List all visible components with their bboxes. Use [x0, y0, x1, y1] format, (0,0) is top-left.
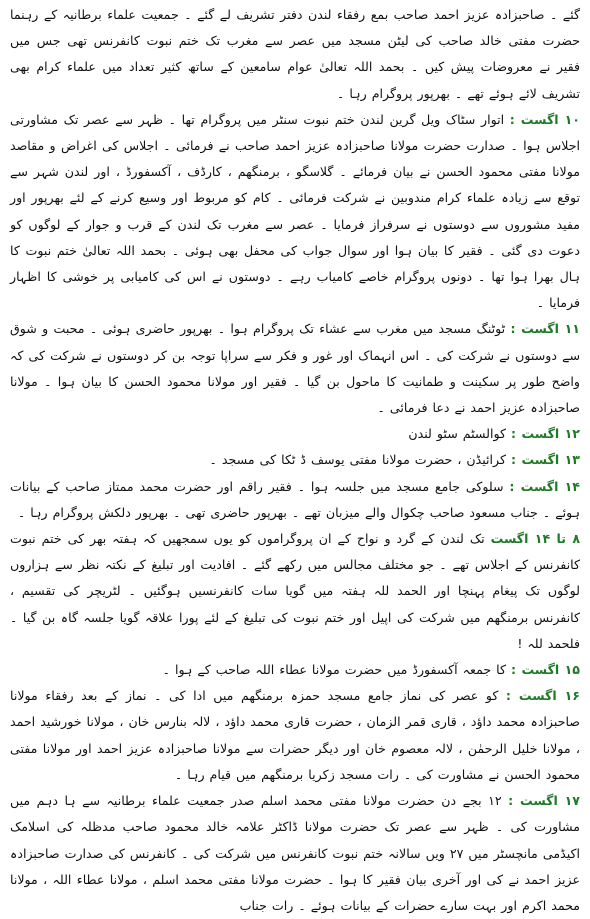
paragraph-aug-8-14 [10, 526, 580, 657]
entry-date: ۱۴ اگست : [509, 478, 580, 494]
paragraph-text: سلوکی جامع مسجد میں جلسہ ہوا ۔ فقیر راقم اور حضرت محمد ممتاز صاحب کے بیانات ہوئے ۔ جناب مسعود صاحب چکوال والے میزبان تھے ۔ بھرپور حاضری تھی ۔ بھرپور دلکش پروگرام رہا ۔ [10, 478, 580, 520]
entry-date: ۱۲ اگست : [511, 426, 580, 442]
paragraph-aug-15 [10, 657, 580, 683]
paragraph-text: اتوار سٹاک ویل گرین لندن ختم نبوت سنٹر میں پروگرام تھا ۔ ظہر سے عصر تک مشاورتی اجلاس ہوا ۔ صدارت حضرت مولانا صاحبزادہ عزیز احمد صاحب نے فرمائی ۔ اجلاس کی اغراض و مقاصد مولانا مفتی محمود الحسن نے بیان فرمائے ۔ گلاسگو ، برمنگھم ، کارڈف ، آکسفورڈ ، اور لندن شہر سے توقع سے زیادہ علماء کرام مندوبین نے شرکت فرمائی ۔ کام کو مربوط اور وسیع کرنے کے لئے بھرپور اور مفید مشوروں سے دوستوں نے سرفراز فرمایا ۔ عصر سے مغرب تک لندن کے قرب و جوار کے لوگوں کو دعوت دی گئی ۔ فقیر کا بیان ہوا اور سوال جواب کی محفل بھی ہوئی ۔ بحمد اللہ تعالیٰ ختم نبوت کا ہال بھرا ہوا تھا ۔ دونوں پروگرام خاصے کامیاب رہے ۔ دوستوں نے اس کی کامیابی پر خوشی کا اظہار فرمایا ۔ [10, 111, 580, 311]
entry-date: ۸ تا ۱۴ اگست [490, 531, 580, 547]
entry-date: ۱۵ اگست : [511, 662, 580, 678]
paragraph-aug-11 [10, 316, 580, 421]
paragraph-text: کوالسٹم سٹو لندن [408, 426, 507, 442]
entry-date: ۱۳ اگست : [511, 452, 580, 468]
paragraph-text: کرائیڈن ، حضرت مولانا مفتی یوسف ڈ ٹکا کی مسجد ۔ [209, 452, 507, 468]
paragraph-aug-14 [10, 474, 580, 526]
entry-date: ۱۱ اگست : [510, 321, 580, 337]
paragraph-text: ٹوٹنگ مسجد میں مغرب سے عشاء تک پروگرام ہوا ۔ بھرپور حاضری ہوئی ۔ محبت و شوق سے دوستوں نے شرکت کی ۔ اس انہماک اور غور و فکر سے سراپا توجہ بن کر دوستوں نے شرکت کی کہ واضح طور پر سکینت و طمانیت کا ماحول بن گیا ۔ فقیر اور مولانا محمود الحسن کا بیان ہوا ۔ مولانا صاحبزادہ عزیز احمد نے دعا فرمائی ۔ [10, 321, 580, 416]
paragraph-aug-13 [10, 447, 580, 473]
paragraph-aug-17 [10, 788, 580, 919]
entry-date: ۱۷ اگست : [508, 793, 580, 809]
paragraph-text: کا جمعہ آکسفورڈ میں حضرت مولانا عطاء اللہ صاحب کے ہوا ۔ [162, 662, 507, 678]
paragraph-text: گئے ۔ صاحبزادہ عزیز احمد صاحب بمع رفقاء لندن دفتر تشریف لے گئے ۔ جمعیت علماء برطانیہ کے رہنما حضرت مفتی خالد صاحب کی لیٹن مسجد میں عصر سے مغرب تک ختم نبوت کانفرنس تھی جس میں فقیر نے معروضات پیش کیں ۔ بحمد اللہ تعالیٰ عوام سامعین کے ساتھ کثیر تعداد میں علماء کرام بھی تشریف لائے ہوئے تھے ۔ بھرپور پروگرام رہا ۔ [10, 7, 580, 101]
paragraph-text: ۱۲ بجے دن حضرت مولانا مفتی محمد اسلم صدر جمعیت علماء برطانیہ سے ہا دہم میں مشاورت کی ۔ ظہر سے عصر تک حضرت مولانا ڈاکٹر علامہ خالد محمود صاحب مدظلہ کی اسلامک اکیڈمی مانچسٹر میں ۲۷ ویں سالانہ ختم نبوت کانفرنس میں شرکت کی ۔ کانفرنس کی صدارت صاحبزادہ عزیز احمد نے کی اور آخری بیان فقیر کا ہوا ۔ حضرت مولانا مفتی محمد اسلم ، مولانا عطاء اللہ ، مولانا محمد اکرم اور بہت سارے حضرات کے بیانات ہوئے ۔ رات جناب [10, 793, 580, 913]
paragraph-text: کو عصر کی نماز جامع مسجد حمزہ برمنگھم میں ادا کی ۔ نماز کے بعد رفقاء مولانا صاحبزادہ محمد داؤد ، قاری قمر الزمان ، حضرت قاری محمد داؤد ، لالہ بنارس خان ، مولانا خورشید احمد ، مولانا خلیل الرحمٰن ، لالہ معصوم خان اور دیگر حضرات سے مولانا صاحبزادہ عزیز احمد اور مولانا مفتی محمود الحسن نے مشاورت کی ۔ رات مسجد زکریا برمنگھم میں قیام رہا ۔ [10, 688, 580, 782]
paragraph-text: تک لندن کے گرد و نواح کے ان پروگراموں کو یوں سمجھیں کہ ہفتہ بھر کی ختم نبوت کانفرنس کے اجلاس تھے ۔ جو مختلف مجالس میں رکھے گئے ۔ افادیت اور تبلیغ کے نکتہ نظر سے ہزاروں لوگوں تک پیغام پہنچا اور الحمد للہ ہفتہ میں گویا سات کانفرنسیں ہوگئیں ۔ لٹریچر کی تقسیم ، کانفرنس برمنگھم میں شرکت کی اپیل اور ختم نبوت کی تبلیغ کے لئے پورا علاقہ گویا جلسہ گاہ بن گیا ۔ فلحمد للہ ! [10, 531, 580, 651]
paragraph-aug-16 [10, 683, 580, 788]
paragraph-aug-12 [10, 421, 580, 447]
entry-date: ۱۰ اگست : [509, 111, 580, 127]
paragraph-1 [10, 2, 580, 107]
entry-date: ۱۶ اگست : [505, 688, 580, 704]
paragraph-aug-10 [10, 107, 580, 317]
document-page [10, 2, 580, 913]
